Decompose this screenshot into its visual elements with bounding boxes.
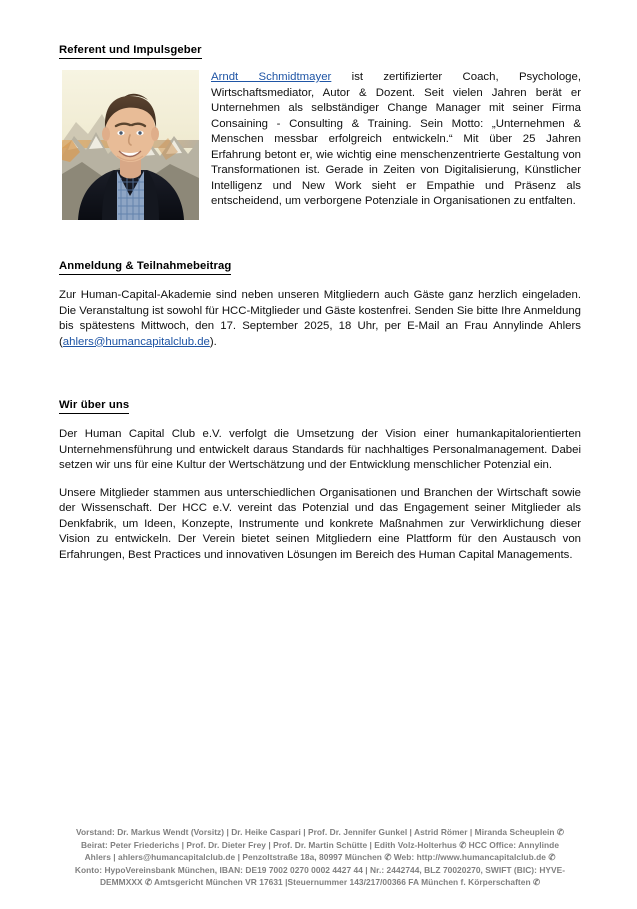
registration-email-link[interactable]: ahlers@humancapitalclub.de [62, 335, 210, 348]
section-heading-anmeldung: Anmeldung & Teilnahmebeitrag [59, 259, 231, 275]
speaker-block [59, 70, 581, 222]
speaker-name-link[interactable]: Arndt Schmidtmayer [211, 71, 332, 83]
anmeldung-paragraph [59, 288, 581, 350]
footer-line-vorstand: Vorstand: Dr. Markus Wendt (Vorsitz) | Dr. Heike Caspari | Prof. Dr. Jennifer Gunkel | Astrid Römer | Miranda Scheuplein ✆ [76, 827, 564, 837]
about-paragraph-1: Der Human Capital Club e.V. verfolgt die Umsetzung der Vision einer humankapitalorientierten Unternehmensführung und entwickelt daraus Standards für nachhaltiges Personalmanagement. Dabei setzen wir uns für eine Kultur der Wertschätzung und der Entwicklung menschlicher Potenzial ein. [59, 428, 581, 472]
portrait-image [62, 70, 199, 220]
section-anmeldung [59, 256, 581, 275]
section-heading-referent: Referent und Impulsgeber [59, 43, 202, 59]
page-footer [59, 826, 581, 889]
section-heading-wir-ueber-uns: Wir über uns [59, 398, 129, 414]
speaker-bio-paragraph [211, 70, 581, 210]
section-referent [59, 40, 581, 59]
footer-line-beirat: Beirat: Peter Friederichs | Prof. Dr. Dieter Frey | Prof. Dr. Martin Schütte | Edith Volz-Holterhus ✆ HCC Office: Annylinde [80, 839, 560, 850]
footer-line-bank: Konto: HypoVereinsbank München, IBAN: DE19 7002 0270 0002 4427 44 | Nr.: 2442744, BLZ 70020270, SWIFT (BIC): HYVE- [74, 864, 566, 875]
anmeldung-text-before-email: Zur Human-Capital-Akademie sind neben unseren Mitgliedern auch Gäste ganz herzlich eingeladen. Die Veranstaltung ist sowohl für HCC-Mitglieder und Gäste kostenfrei. Senden Sie bitte Ihre Anmeldung bis spätestens Mittwoch, den 17. September 2025, 18 Uhr, per E-Mail an Frau Annylinde Ahlers ( [59, 289, 581, 348]
footer-line-register: DEMMXXX ✆ Amtsgericht München VR 17631 |Steuernummer 143/217/00366 FA München f. Körperschaften ✆ [99, 877, 541, 888]
anmeldung-text-after-email: ). [209, 335, 217, 348]
footer-line-office-contact: Ahlers | ahlers@humancapitalclub.de | Penzoltstraße 18a, 80997 München ✆ Web: http://www.humancapitalclub.de ✆ [84, 852, 556, 863]
portrait-photo-arndt-schmidtmayer [62, 70, 199, 220]
document-content [59, 40, 581, 564]
speaker-bio-text: ist zertifizierter Coach, Psychologe, Wirtschaftsmediator, Autor & Dozent. Seit vielen Jahren berät er Unternehmen als selbständiger Change Manager mit seiner Firma Consaining - Consulting & Training. Sein Motto: „Unternehmen & Menschen messbar erfolgreich entwickeln.“ Mit über 25 Jahren Erfahrung betont er, wie wichtig eine menschenzentrierte Gestaltung von Transformationen ist. Gerade in Zeiten von Digitalisierung, Künstlicher Intelligenz und New Work sieht er Empathie und Präsenz als entscheidend, um verborgene Potenziale in Organisationen zu entfalten. [211, 71, 581, 208]
section-wir-ueber-uns [59, 395, 581, 414]
about-paragraph-2: Unsere Mitglieder stammen aus unterschiedlichen Organisationen und Branchen der Wirtschaft sowie der Wissenschaft. Der HCC e.V. vereint das Potenzial und das Engagement seiner Mitglieder als Denkfabrik, um Ideen, Konzepte, Instrumente und konkrete Maßnahmen zur Verwirklichung dieser Vision zu entwickeln. Der Verein bietet seinen Mitgliedern eine Plattform für den Austausch von Erfahrungen, Best Practices und innovativen Lösungen im Bereich des Human Capital Managements. [59, 486, 581, 562]
